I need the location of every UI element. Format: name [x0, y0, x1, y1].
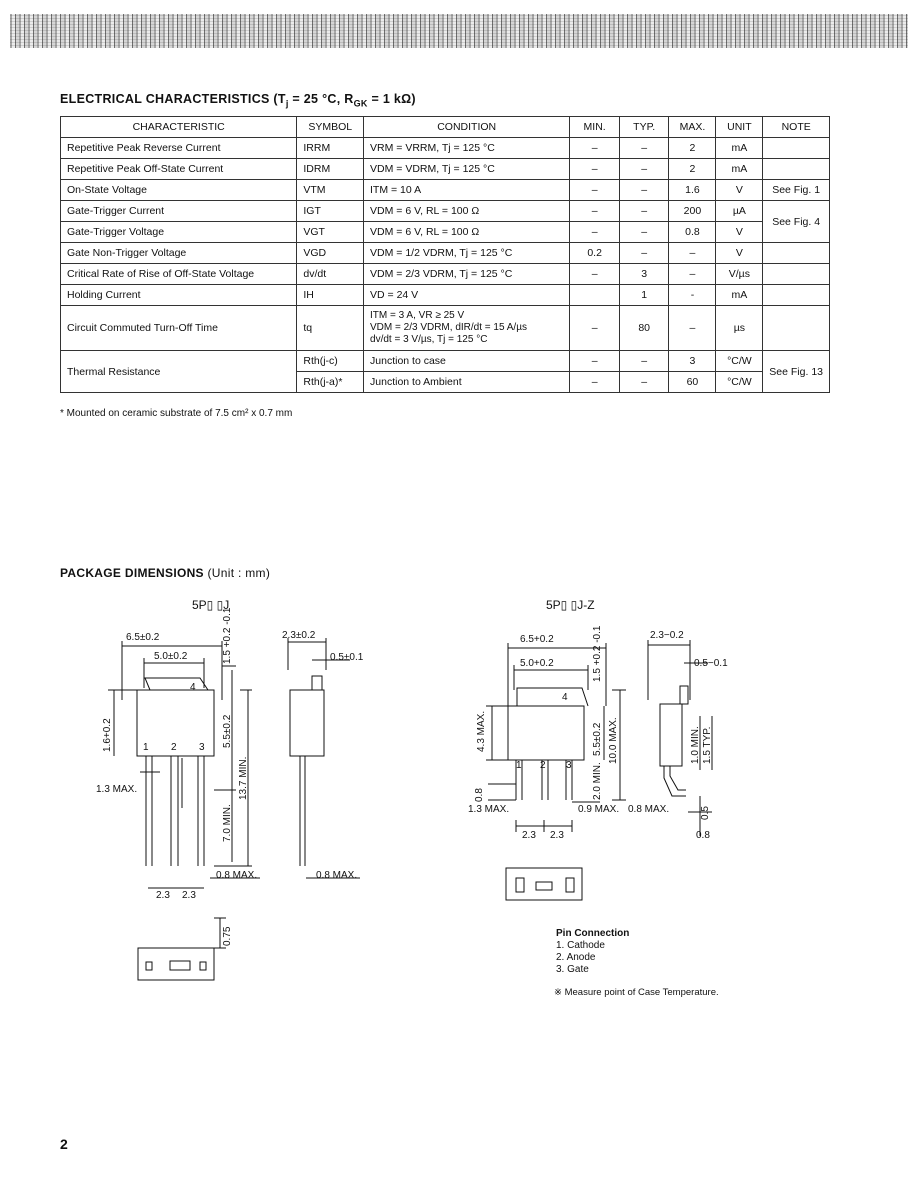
- cell-min: –: [570, 159, 620, 180]
- cell-sym: VGD: [297, 243, 364, 264]
- measure-point-note: ※ Measure point of Case Temperature.: [554, 987, 719, 998]
- right-package-label: 5P▯ ▯J-Z: [546, 598, 595, 612]
- cell-cond: VDM = 6 V, RL = 100 Ω: [364, 222, 570, 243]
- cell-unit: V/µs: [716, 264, 763, 285]
- cell-unit: µA: [716, 201, 763, 222]
- dim-right-l08m: 0.8 MAX.: [628, 804, 670, 815]
- dim-left-h: 1.6+0.2: [102, 718, 113, 752]
- cell-cond: ITM = 10 A: [364, 180, 570, 201]
- dim-right-side-tab: 0.5−0.1: [694, 658, 728, 669]
- dim-left-bot-h: 0.75: [222, 926, 233, 946]
- dim-right-lead-min: 2.0 MIN.: [592, 762, 603, 800]
- cell-cond: VDM = 6 V, RL = 100 Ω: [364, 201, 570, 222]
- cell-typ: –: [619, 243, 669, 264]
- section-title-package: PACKAGE DIMENSIONS (Unit : mm): [60, 566, 271, 580]
- dim-left-side-tab: 0.5±0.1: [330, 652, 364, 663]
- cell-sym: IH: [297, 285, 364, 306]
- dim-right-total-h: 10.0 MAX.: [608, 717, 619, 764]
- dim-left-pitch2: 2.3: [182, 890, 196, 901]
- col-unit: UNIT: [716, 117, 763, 138]
- dim-right-side-b: 1.5 TYP.: [702, 726, 713, 764]
- cell-typ: 80: [619, 306, 669, 351]
- dim-right-l09: 0.9 MAX.: [578, 804, 620, 815]
- dim-left-w-inner: 5.0±0.2: [154, 651, 188, 662]
- dim-right-side-d: 0.8: [696, 830, 710, 841]
- dim-right-side-c: 0.5: [700, 806, 711, 820]
- dim-right-l08: 0.8: [474, 788, 485, 802]
- cell-typ: –: [619, 180, 669, 201]
- cell-typ: –: [619, 351, 669, 372]
- cond-line-1: ITM = 3 A, VR ≥ 25 V: [370, 310, 465, 321]
- dim-right-left-h: 4.3 MAX.: [476, 710, 487, 752]
- cell-typ: –: [619, 138, 669, 159]
- cell-min: –: [570, 138, 620, 159]
- dim-left-side-lead: 0.8 MAX.: [316, 870, 358, 881]
- dim-right-pitch1: 2.3: [522, 830, 536, 841]
- cell-cond: VD = 24 V: [364, 285, 570, 306]
- cell-typ: 1: [619, 285, 669, 306]
- pin-connection: [556, 928, 629, 976]
- pin-item: 3. Gate: [556, 964, 589, 975]
- cell-typ: –: [619, 201, 669, 222]
- cell-sym: tq: [297, 306, 364, 351]
- cell-unit: mA: [716, 285, 763, 306]
- cell-note: See Fig. 1: [763, 180, 830, 201]
- pin-label-4: 4: [190, 682, 196, 693]
- dim-left-body-h: 5.5±0.2: [222, 714, 233, 748]
- cell-max: 60: [669, 372, 716, 393]
- cond-line-2: VDM = 2/3 VDRM, dIR/dt = 15 A/µs: [370, 322, 527, 333]
- cell-sym: VGT: [297, 222, 364, 243]
- cell-max: 2: [669, 138, 716, 159]
- cell-cond: VRM = VRRM, Tj = 125 °C: [364, 138, 570, 159]
- cell-sym: Rth(j-a)*: [297, 372, 364, 393]
- cell-char: Gate-Trigger Voltage: [61, 222, 297, 243]
- cell-max: 200: [669, 201, 716, 222]
- section-title-electrical: ELECTRICAL CHARACTERISTICS ($T_j = 25$ °C, $R_{GK} = 1$ kΩ): [60, 92, 416, 109]
- cell-char: Thermal Resistance: [61, 351, 297, 393]
- cell-char: Holding Current: [61, 285, 297, 306]
- cell-char: Repetitive Peak Reverse Current: [61, 138, 297, 159]
- dim-right-pitch2: 2.3: [550, 830, 564, 841]
- cell-char: On-State Voltage: [61, 180, 297, 201]
- dim-left-lead-len: 7.0 MIN.: [222, 804, 233, 842]
- cell-max: –: [669, 306, 716, 351]
- left-bottom-view: [138, 918, 226, 980]
- cell-max: –: [669, 243, 716, 264]
- dim-right-w-inner: 5.0+0.2: [520, 658, 554, 669]
- cell-typ: –: [619, 372, 669, 393]
- cell-min: –: [570, 222, 620, 243]
- cell-unit: V: [716, 222, 763, 243]
- pin-item: 1. Cathode: [556, 940, 605, 951]
- cell-char: Gate-Trigger Current: [61, 201, 297, 222]
- cell-cond: Junction to Ambient: [364, 372, 570, 393]
- cell-cond: VDM = VDRM, Tj = 125 °C: [364, 159, 570, 180]
- cell-sym: IRRM: [297, 138, 364, 159]
- cell-unit: V: [716, 243, 763, 264]
- page-number: 2: [60, 1136, 68, 1152]
- cell-max: –: [669, 264, 716, 285]
- cell-sym: Rth(j-c): [297, 351, 364, 372]
- dim-left-side-w: 2.3±0.2: [282, 630, 316, 641]
- pin-label-r2: 2: [540, 760, 546, 771]
- cell-min: –: [570, 306, 620, 351]
- cond-line-3: dv/dt = 3 V/µs, Tj = 125 °C: [370, 334, 488, 345]
- cell-max: 1.6: [669, 180, 716, 201]
- cell-char: Gate Non-Trigger Voltage: [61, 243, 297, 264]
- left-side-view: [288, 638, 360, 878]
- pin-label-r4: 4: [562, 692, 568, 703]
- cell-unit: V: [716, 180, 763, 201]
- cell-min: –: [570, 264, 620, 285]
- pin-label-2: 2: [171, 742, 177, 753]
- cell-unit: °C/W: [716, 351, 763, 372]
- cell-cond: VDM = 1/2 VDRM, Tj = 125 °C: [364, 243, 570, 264]
- col-typ: TYP.: [619, 117, 669, 138]
- pin-connection-title: Pin Connection: [556, 928, 630, 939]
- col-note: NOTE: [763, 117, 830, 138]
- dim-right-body-h: 5.5±0.2: [592, 722, 603, 756]
- cell-typ: –: [619, 222, 669, 243]
- dim-right-w-outer: 6.5+0.2: [520, 634, 554, 645]
- cell-max: -: [669, 285, 716, 306]
- cell-unit: mA: [716, 159, 763, 180]
- dim-left-lead-w: 1.3 MAX.: [96, 784, 138, 795]
- cell-cond: Junction to case: [364, 351, 570, 372]
- cell-sym: IDRM: [297, 159, 364, 180]
- right-bottom-view: [506, 868, 582, 900]
- col-characteristic: CHARACTERISTIC: [61, 117, 297, 138]
- left-package-label: 5P▯ ▯J: [192, 598, 230, 612]
- cell-unit: µs: [716, 306, 763, 351]
- dim-right-side-a: 1.0 MIN.: [690, 726, 701, 764]
- dim-right-side-w: 2.3−0.2: [650, 630, 684, 641]
- cell-char: Repetitive Peak Off-State Current: [61, 159, 297, 180]
- cell-typ: 3: [619, 264, 669, 285]
- col-min: MIN.: [570, 117, 620, 138]
- dim-right-tab-h: 1.5 +0.2 -0.1: [592, 625, 603, 682]
- col-condition: CONDITION: [364, 117, 570, 138]
- cell-unit: °C/W: [716, 372, 763, 393]
- cell-min: 0.2: [570, 243, 620, 264]
- cell-note: See Fig. 4: [763, 201, 830, 243]
- cell-max: 2: [669, 159, 716, 180]
- cell-sym: VTM: [297, 180, 364, 201]
- dim-right-l13: 1.3 MAX.: [468, 804, 510, 815]
- pin-label-r3: 3: [566, 760, 572, 771]
- cell-char: Circuit Commuted Turn-Off Time: [61, 306, 297, 351]
- pin-label-1: 1: [143, 742, 149, 753]
- cell-unit: mA: [716, 138, 763, 159]
- cell-char: Critical Rate of Rise of Off-State Voltage: [61, 264, 297, 285]
- cell-sym: dv/dt: [297, 264, 364, 285]
- pin-item: 2. Anode: [556, 952, 596, 963]
- cell-typ: –: [619, 159, 669, 180]
- cell-min: –: [570, 372, 620, 393]
- col-max: MAX.: [669, 117, 716, 138]
- cell-sym: IGT: [297, 201, 364, 222]
- cell-max: 0.8: [669, 222, 716, 243]
- cell-cond: VDM = 2/3 VDRM, Tj = 125 °C: [364, 264, 570, 285]
- cell-min: –: [570, 201, 620, 222]
- dim-left-lead-min: 13.7 MIN.: [238, 756, 249, 800]
- dim-left-lead-max: 0.8 MAX.: [216, 870, 258, 881]
- cell-min: –: [570, 180, 620, 201]
- pin-label-3: 3: [199, 742, 205, 753]
- cell-min: –: [570, 351, 620, 372]
- cell-max: 3: [669, 351, 716, 372]
- dim-left-w-outer: 6.5±0.2: [126, 632, 160, 643]
- table-footnote: * Mounted on ceramic substrate of 7.5 cm² x 0.7 mm: [60, 408, 293, 419]
- dim-left-pitch1: 2.3: [156, 890, 170, 901]
- dim-left-tab-h: 1.5 +0.2 -0.1: [222, 607, 233, 664]
- col-symbol: SYMBOL: [297, 117, 364, 138]
- cell-note: See Fig. 13: [763, 351, 830, 393]
- pin-label-r1: 1: [516, 760, 522, 771]
